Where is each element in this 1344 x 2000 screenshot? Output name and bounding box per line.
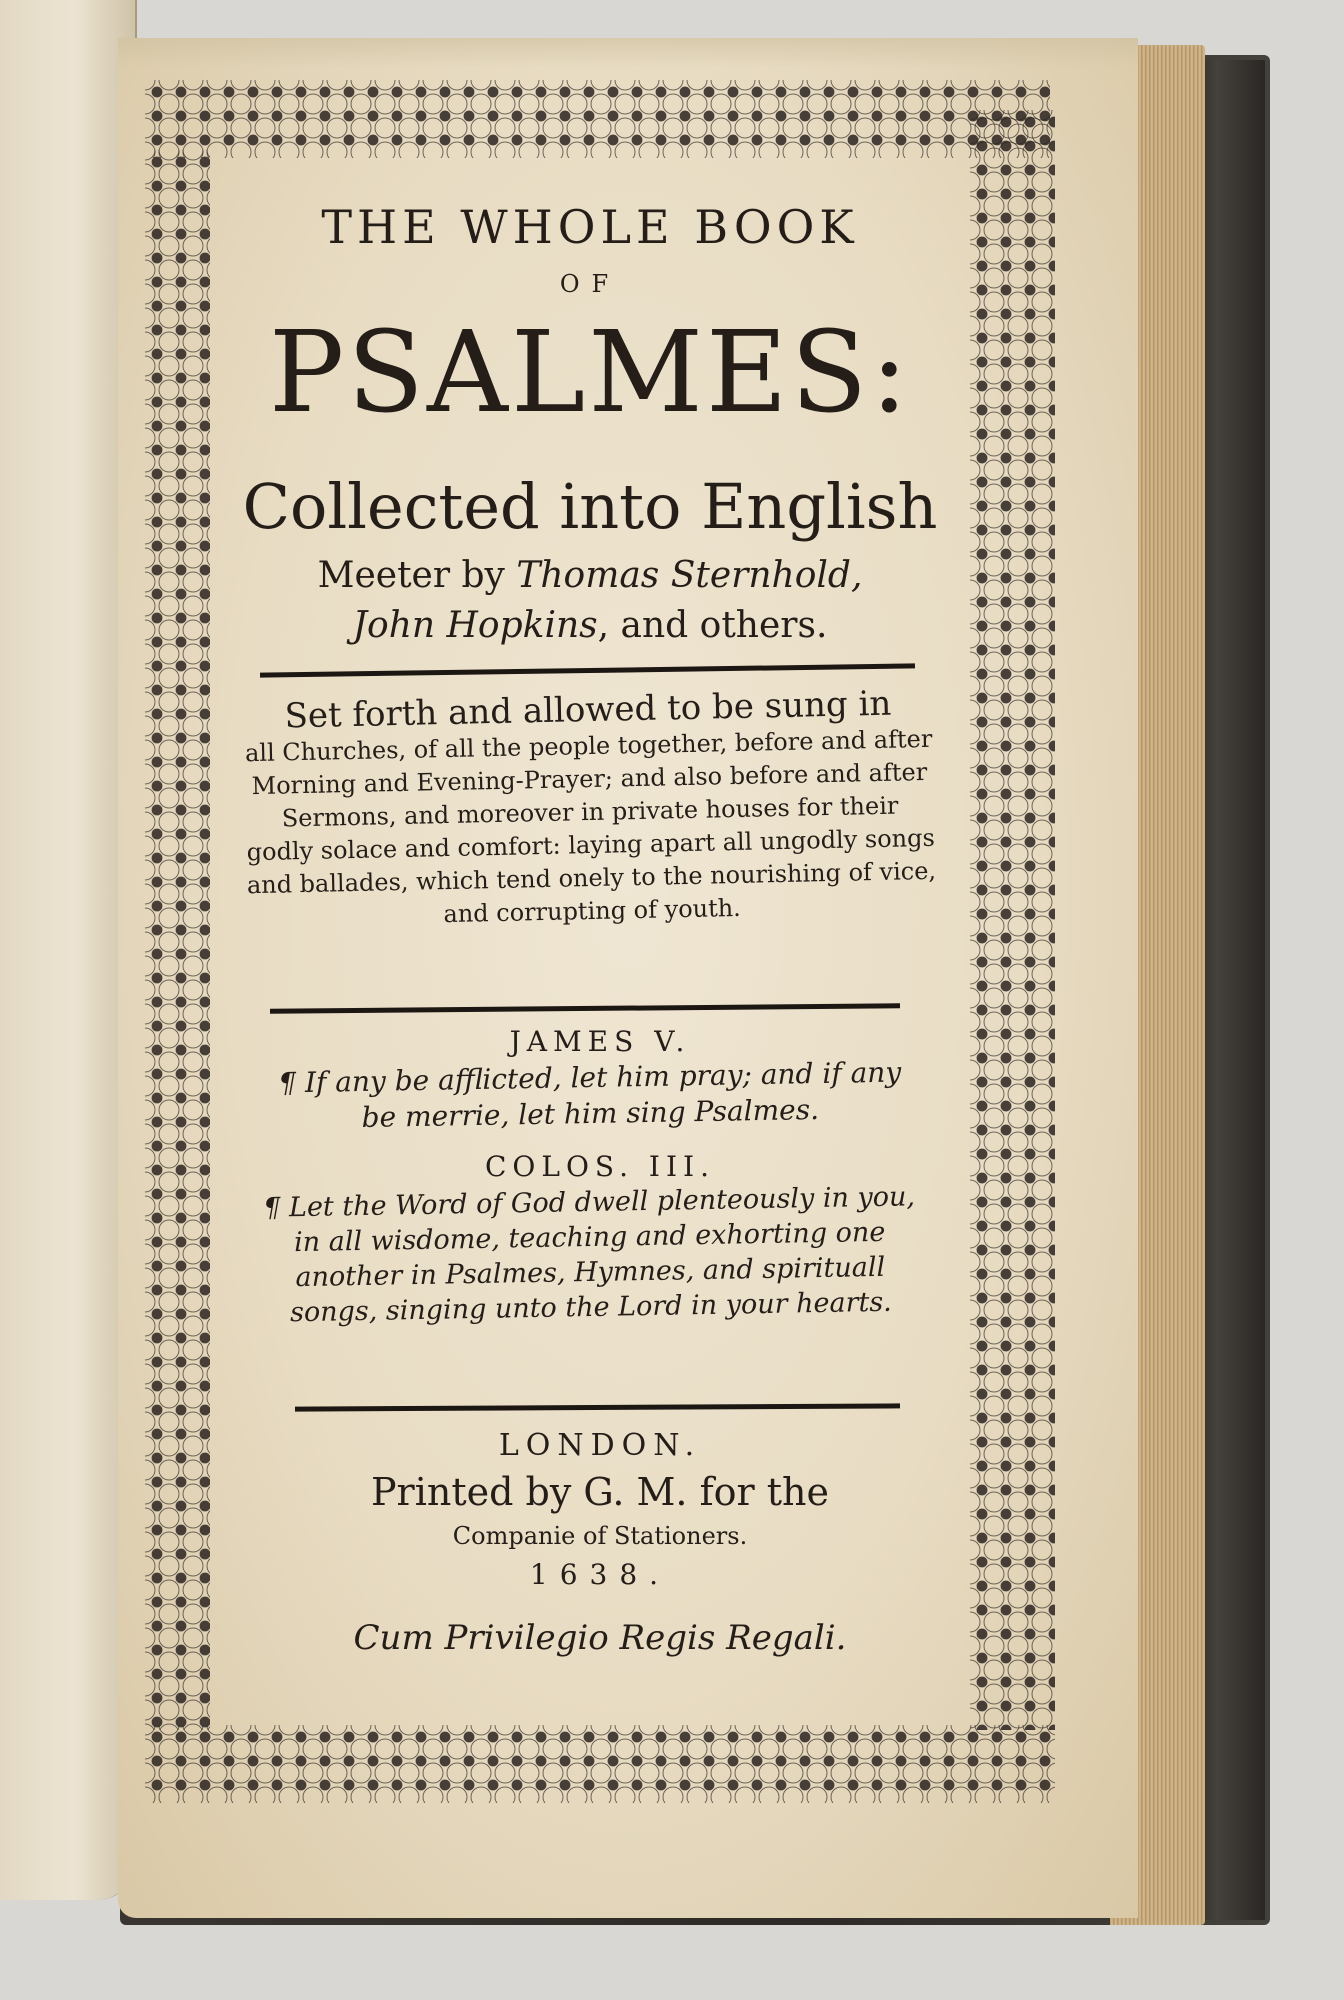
set-forth-paragraph bbox=[243, 683, 938, 935]
author-sternhold: Thomas Sternhold, bbox=[516, 555, 863, 596]
privilege-line: Cum Privilegio Regis Regali. bbox=[353, 1618, 847, 1658]
authors-line-2 bbox=[240, 605, 940, 646]
ornamental-border-top bbox=[145, 80, 1050, 158]
colos-verse: ¶ Let the Word of God dwell plenteously in you, in all wisdome, teaching and exhorting one another in Psalmes, Hymnes, and spirituall songs, singing unto the Lord in your hearts. bbox=[262, 1181, 916, 1329]
ornamental-border-left bbox=[145, 150, 210, 1730]
authors-line-1 bbox=[240, 555, 940, 596]
imprint-year: 1638. bbox=[529, 1558, 671, 1591]
set-forth-body: all Churches, of all the people together, before and after Morning and Evening-Prayer; and also before and after Sermons, and moreover in private houses for their godly solace and comfort: laying apart all ungodly songs and ballades, which tend onely to the nourishing of vice, and corrupting of youth. bbox=[244, 724, 937, 929]
james-heading: JAMES V. bbox=[509, 1025, 691, 1058]
title-line-2: OF bbox=[559, 270, 621, 298]
subtitle: Collected into English bbox=[242, 470, 938, 543]
james-verse: ¶ If any be afflicted, let him pray; and if any be merrie, let him sing Psalmes. bbox=[277, 1055, 902, 1134]
colos-heading: COLOS. III. bbox=[485, 1150, 715, 1183]
title-line-1: THE WHOLE BOOK bbox=[321, 200, 859, 254]
set-forth-lead: Set forth and allowed to be sung in bbox=[284, 683, 892, 737]
title-main: PSALMES: bbox=[268, 308, 912, 438]
author-hopkins: John Hopkins bbox=[352, 605, 598, 646]
imprint-printer: Printed by G. M. for the bbox=[370, 1470, 830, 1514]
ornamental-border-bottom bbox=[145, 1725, 1055, 1803]
ornamental-border-right bbox=[970, 110, 1055, 1730]
imprint-place: LONDON. bbox=[498, 1428, 702, 1463]
left-page bbox=[0, 0, 137, 1900]
meeter-by: Meeter by bbox=[317, 555, 517, 596]
and-others: , and others. bbox=[597, 605, 828, 646]
imprint-company: Companie of Stationers. bbox=[452, 1522, 748, 1550]
page-shading bbox=[118, 38, 1138, 68]
